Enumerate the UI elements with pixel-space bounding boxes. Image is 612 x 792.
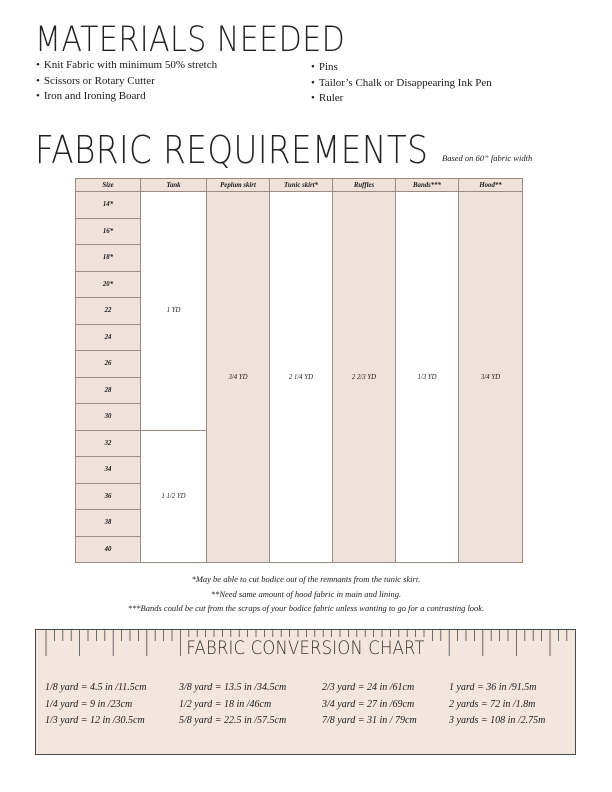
conversion-entry: 1 yard = 36 in /91.5m bbox=[449, 682, 537, 693]
conversion-entry: 1/3 yard = 12 in /30.5cm bbox=[45, 715, 145, 726]
materials-title: MATERIALS NEEDED bbox=[35, 20, 346, 60]
conversion-column bbox=[449, 680, 545, 730]
header-size: Size bbox=[76, 179, 141, 192]
conversion-title: FABRIC CONVERSION CHART bbox=[186, 637, 425, 659]
hood-cell: 3/4 YD bbox=[459, 192, 523, 563]
materials-list-left bbox=[36, 58, 217, 105]
material-item: • Tailor’s Chalk or Disappearing Ink Pen bbox=[311, 76, 492, 92]
size-cell: 30 bbox=[76, 404, 141, 431]
size-cell: 22 bbox=[76, 298, 141, 325]
size-cell: 36 bbox=[76, 483, 141, 510]
fabric-requirements-table bbox=[75, 178, 523, 563]
size-cell: 40 bbox=[76, 536, 141, 563]
conversion-column bbox=[322, 680, 417, 730]
material-item: • Iron and Ironing Board bbox=[36, 89, 217, 105]
header-peplum: Peplum skirt bbox=[207, 179, 270, 192]
conversion-entry: 3 yards = 108 in /2.75m bbox=[449, 715, 546, 726]
conversion-entry: 1/8 yard = 4.5 in /11.5cm bbox=[45, 682, 147, 693]
tank-small-cell: 1 YD bbox=[141, 192, 207, 431]
size-cell: 38 bbox=[76, 510, 141, 537]
fabric-conversion-chart bbox=[35, 629, 576, 755]
size-cell: 26 bbox=[76, 351, 141, 378]
conversion-column bbox=[179, 680, 286, 730]
header-hood: Hood** bbox=[459, 179, 523, 192]
conversion-entry: 1/4 yard = 9 in /23cm bbox=[45, 698, 133, 710]
fabric-width-note: Based on 60” fabric width bbox=[442, 153, 533, 163]
size-cell: 34 bbox=[76, 457, 141, 484]
bands-cell: 1/3 YD bbox=[396, 192, 459, 563]
material-item: • Scissors or Rotary Cutter bbox=[36, 74, 217, 90]
size-cell: 28 bbox=[76, 377, 141, 404]
footnote-hood: **Need same amount of hood fabric in main and lining. bbox=[210, 589, 402, 599]
material-item: • Knit Fabric with minimum 50% stretch bbox=[36, 58, 217, 74]
tunic-cell: 2 1/4 YD bbox=[270, 192, 333, 563]
size-cell: 24 bbox=[76, 324, 141, 351]
material-item: • Pins bbox=[311, 60, 492, 76]
peplum-cell: 3/4 YD bbox=[207, 192, 270, 563]
material-item: • Ruler bbox=[311, 91, 492, 107]
header-tunic: Tunic skirt* bbox=[270, 179, 333, 192]
header-bands: Bands*** bbox=[396, 179, 459, 192]
size-cell: 32 bbox=[76, 430, 141, 457]
conversion-entry: 5/8 yard = 22.5 in /57.5cm bbox=[179, 715, 287, 726]
size-cell: 14* bbox=[76, 192, 141, 219]
table-header-row bbox=[76, 179, 523, 192]
fabric-requirements-title: FABRIC REQUIREMENTS bbox=[35, 128, 429, 172]
conversion-entry: 7/8 yard = 31 in / 79cm bbox=[322, 715, 417, 726]
conversion-title-wrap bbox=[36, 637, 575, 659]
ruffles-cell: 2 2/3 YD bbox=[333, 192, 396, 563]
size-cell: 16* bbox=[76, 218, 141, 245]
header-tank: Tank bbox=[141, 179, 207, 192]
tank-large-cell: 1 1/2 YD bbox=[141, 430, 207, 563]
header-ruffles: Ruffles bbox=[333, 179, 396, 192]
footnote-tunic: *May be able to cut bodice out of the remnants from the tunic skirt. bbox=[191, 574, 421, 584]
size-cell: 20* bbox=[76, 271, 141, 298]
materials-list-right bbox=[311, 60, 492, 107]
table-row bbox=[76, 192, 523, 219]
conversion-column bbox=[45, 680, 146, 730]
size-cell: 18* bbox=[76, 245, 141, 272]
conversion-entry: 2 yards = 72 in /1.8m bbox=[449, 698, 536, 710]
conversion-entry: 2/3 yard = 24 in /61cm bbox=[322, 682, 415, 693]
footnote-bands: ***Bands could be cut from the scraps of your bodice fabric unless wanting to go for a contrasting look. bbox=[127, 603, 485, 613]
conversion-entry: 3/8 yard = 13.5 in /34.5cm bbox=[179, 682, 287, 693]
conversion-entry: 3/4 yard = 27 in /69cm bbox=[322, 698, 415, 710]
conversion-entry: 1/2 yard = 18 in /46cm bbox=[179, 698, 272, 710]
